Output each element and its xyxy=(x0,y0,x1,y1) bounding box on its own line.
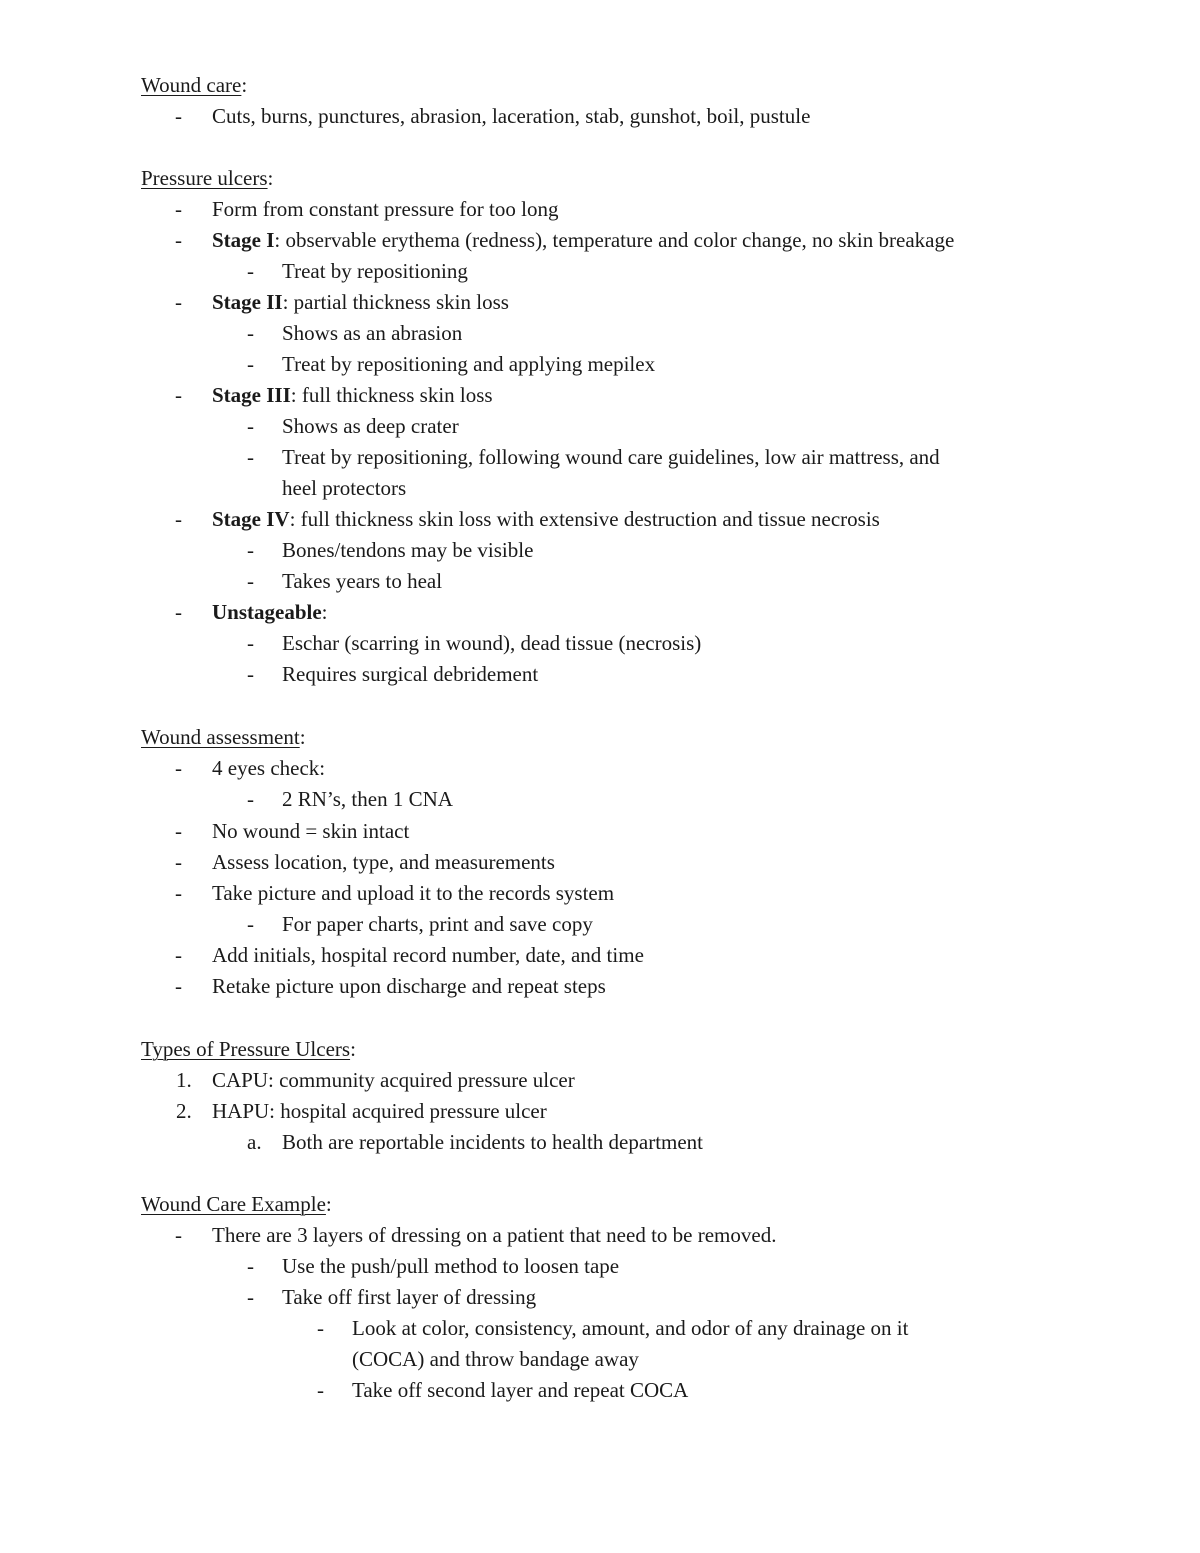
list-item xyxy=(0,101,1200,132)
list-item-text: 2 RN’s, then 1 CNA xyxy=(282,787,453,811)
sub-list-item xyxy=(0,784,1200,815)
list-item-stage-1 xyxy=(0,225,1200,256)
list-item-text: Eschar (scarring in wound), dead tissue (necrosis) xyxy=(282,631,702,655)
stage-description: : observable erythema (redness), temperature and color change, no skin breakage xyxy=(274,228,955,252)
list-item-stage-4 xyxy=(0,504,1200,535)
sub-list-item xyxy=(0,442,1200,473)
list-item-stage-2 xyxy=(0,287,1200,318)
sub-sub-list-item xyxy=(0,1313,1200,1344)
list-item xyxy=(0,1220,1200,1251)
bullet-marker: - xyxy=(175,974,182,998)
section-heading-wound-assessment xyxy=(141,722,306,753)
sub-list-item xyxy=(0,659,1200,690)
heading-colon: : xyxy=(350,1037,356,1061)
list-item-text: Shows as deep crater xyxy=(282,414,459,438)
list-item xyxy=(0,816,1200,847)
sub-sub-list-item-continuation xyxy=(0,1344,1200,1375)
list-item xyxy=(0,194,1200,225)
bullet-marker: - xyxy=(247,259,254,283)
stage-label: Stage IV xyxy=(212,507,290,531)
list-item-text: For paper charts, print and save copy xyxy=(282,912,593,936)
list-item-text: There are 3 layers of dressing on a patient that need to be removed. xyxy=(212,1223,777,1247)
list-item-text: 4 eyes check: xyxy=(212,756,326,780)
bullet-marker: - xyxy=(175,756,182,780)
stage-description: : full thickness skin loss xyxy=(290,383,493,407)
list-item xyxy=(0,878,1200,909)
list-item-text: Takes years to heal xyxy=(282,569,443,593)
bullet-marker: - xyxy=(175,383,182,407)
list-item-text: Assess location, type, and measurements xyxy=(212,850,555,874)
heading-colon: : xyxy=(325,1192,332,1216)
bullet-marker: - xyxy=(247,1254,254,1278)
number-marker: 1. xyxy=(176,1068,192,1092)
list-item-text: Form from constant pressure for too long xyxy=(212,197,559,221)
bullet-marker: - xyxy=(175,1223,182,1247)
bullet-marker: - xyxy=(175,850,182,874)
bullet-marker: - xyxy=(317,1378,324,1402)
bullet-marker: - xyxy=(175,881,182,905)
list-item-text xyxy=(212,504,880,535)
sub-list-item xyxy=(0,566,1200,597)
bullet-marker: - xyxy=(175,943,182,967)
heading-text: Pressure ulcers xyxy=(141,166,268,190)
numbered-item xyxy=(0,1096,1200,1127)
bullet-marker: - xyxy=(175,197,182,221)
bullet-marker: - xyxy=(175,228,182,252)
section-heading-wound-care-example xyxy=(141,1189,332,1220)
list-item-text: Cuts, burns, punctures, abrasion, laceration, stab, gunshot, boil, pustule xyxy=(212,104,811,128)
sub-list-item xyxy=(0,318,1200,349)
list-item-text: CAPU: community acquired pressure ulcer xyxy=(212,1068,575,1092)
list-item-text: Look at color, consistency, amount, and odor of any drainage on it xyxy=(352,1316,909,1340)
list-item xyxy=(0,847,1200,878)
bullet-marker: - xyxy=(175,600,182,624)
sub-list-item xyxy=(0,909,1200,940)
bullet-marker: - xyxy=(175,507,182,531)
list-item-text xyxy=(212,287,509,318)
list-item-unstageable xyxy=(0,597,1200,628)
sub-list-item xyxy=(0,628,1200,659)
sub-list-item xyxy=(0,256,1200,287)
stage-label: Stage III xyxy=(212,383,291,407)
list-item-text: Both are reportable incidents to health department xyxy=(282,1130,704,1154)
list-item xyxy=(0,940,1200,971)
bullet-marker: - xyxy=(175,290,182,314)
section-heading-types-of-pressure-ulcers xyxy=(141,1034,356,1065)
heading-colon: : xyxy=(267,166,274,190)
bullet-marker: - xyxy=(247,912,254,936)
lettered-sub-item xyxy=(0,1127,1200,1158)
bullet-marker: - xyxy=(247,352,254,376)
number-marker: 2. xyxy=(176,1099,192,1123)
list-item-text: Treat by repositioning, following wound care guidelines, low air mattress, and xyxy=(282,445,940,469)
sub-list-item xyxy=(0,349,1200,380)
list-item-text: Treat by repositioning xyxy=(282,259,468,283)
list-item-text: Use the push/pull method to loosen tape xyxy=(282,1254,620,1278)
bullet-marker: - xyxy=(247,321,254,345)
bullet-marker: - xyxy=(175,104,182,128)
heading-text: Wound Care Example xyxy=(141,1192,326,1216)
bullet-marker: - xyxy=(247,445,254,469)
list-item-text: Add initials, hospital record number, date, and time xyxy=(212,943,644,967)
heading-text: Types of Pressure Ulcers xyxy=(141,1037,351,1061)
list-item-text: heel protectors xyxy=(282,476,407,500)
sub-list-item-continuation xyxy=(0,473,1200,504)
bullet-marker: - xyxy=(317,1316,324,1340)
list-item-text: Take off second layer and repeat COCA xyxy=(352,1378,689,1402)
list-item-text: Bones/tendons may be visible xyxy=(282,538,534,562)
list-item-text: Requires surgical debridement xyxy=(282,662,539,686)
bullet-marker: - xyxy=(247,1285,254,1309)
list-item-text: No wound = skin intact xyxy=(212,819,410,843)
sub-list-item xyxy=(0,1282,1200,1313)
bullet-marker: - xyxy=(247,569,254,593)
heading-colon: : xyxy=(241,73,248,97)
list-item-text: Take off first layer of dressing xyxy=(282,1285,537,1309)
sub-list-item xyxy=(0,535,1200,566)
bullet-marker: - xyxy=(247,414,254,438)
heading-text: Wound care xyxy=(141,73,242,97)
heading-colon: : xyxy=(299,725,306,749)
sub-sub-list-item xyxy=(0,1375,1200,1406)
list-item-text: Treat by repositioning and applying mepilex xyxy=(282,352,656,376)
stage-label: Stage II xyxy=(212,290,283,314)
list-item xyxy=(0,971,1200,1002)
heading-text: Wound assessment xyxy=(141,725,300,749)
list-item-text xyxy=(212,380,493,411)
section-heading-pressure-ulcers xyxy=(141,163,273,194)
stage-label: Unstageable xyxy=(212,600,322,624)
stage-description: : full thickness skin loss with extensive destruction and tissue necrosis xyxy=(289,507,880,531)
list-item-text xyxy=(212,597,328,628)
bullet-marker: - xyxy=(247,631,254,655)
section-heading-wound-care xyxy=(141,70,247,101)
list-item-text xyxy=(212,225,954,256)
bullet-marker: - xyxy=(175,819,182,843)
stage-description: : xyxy=(321,600,328,624)
bullet-marker: - xyxy=(247,662,254,686)
stage-label: Stage I xyxy=(212,228,275,252)
list-item-text: HAPU: hospital acquired pressure ulcer xyxy=(212,1099,547,1123)
sub-list-item xyxy=(0,1251,1200,1282)
list-item-text: Shows as an abrasion xyxy=(282,321,463,345)
bullet-marker: - xyxy=(247,538,254,562)
stage-description: : partial thickness skin loss xyxy=(282,290,509,314)
list-item xyxy=(0,753,1200,784)
list-item-stage-3 xyxy=(0,380,1200,411)
list-item-text: Retake picture upon discharge and repeat steps xyxy=(212,974,606,998)
list-item-text: Take picture and upload it to the records system xyxy=(212,881,615,905)
sub-list-item xyxy=(0,411,1200,442)
list-item-text: (COCA) and throw bandage away xyxy=(352,1347,639,1371)
numbered-item xyxy=(0,1065,1200,1096)
letter-marker: a. xyxy=(247,1130,262,1154)
bullet-marker: - xyxy=(247,787,254,811)
